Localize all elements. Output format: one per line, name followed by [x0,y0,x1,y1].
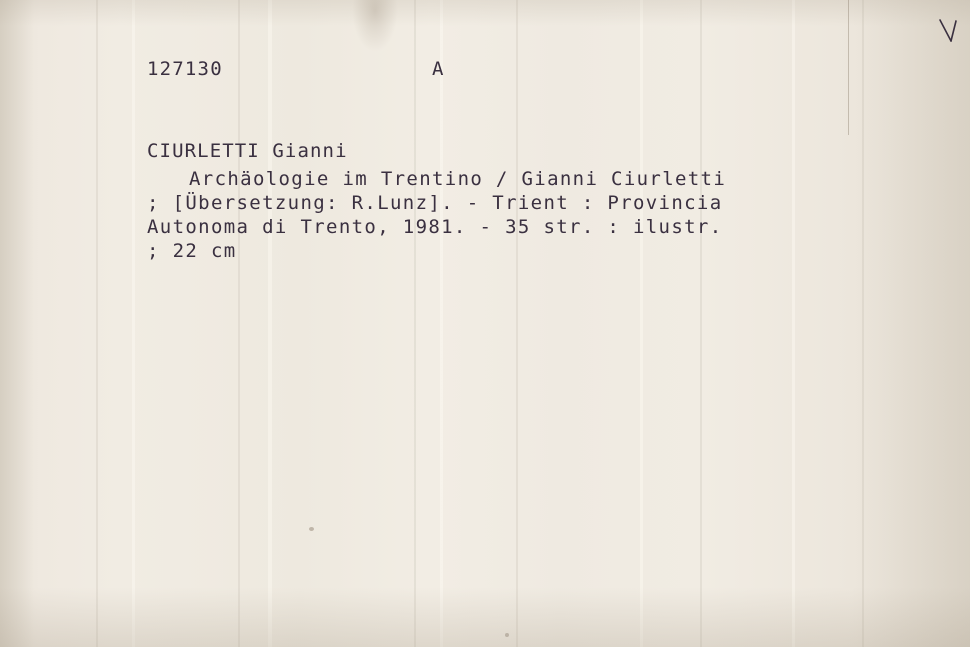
classification-letter: A [432,58,444,80]
accession-number: 127130 [147,58,223,80]
imprint-line-2: Autonoma di Trento, 1981. - 35 str. : ilustr. [147,216,723,238]
imprint-line-1: ; [Übersetzung: R.Lunz]. - Trient : Provincia [147,192,723,214]
title-statement-line: Archäologie im Trentino / Gianni Ciurletti [189,168,727,190]
physical-description-line: ; 22 cm [147,240,237,262]
author-heading: CIURLETTI Gianni [147,140,348,162]
